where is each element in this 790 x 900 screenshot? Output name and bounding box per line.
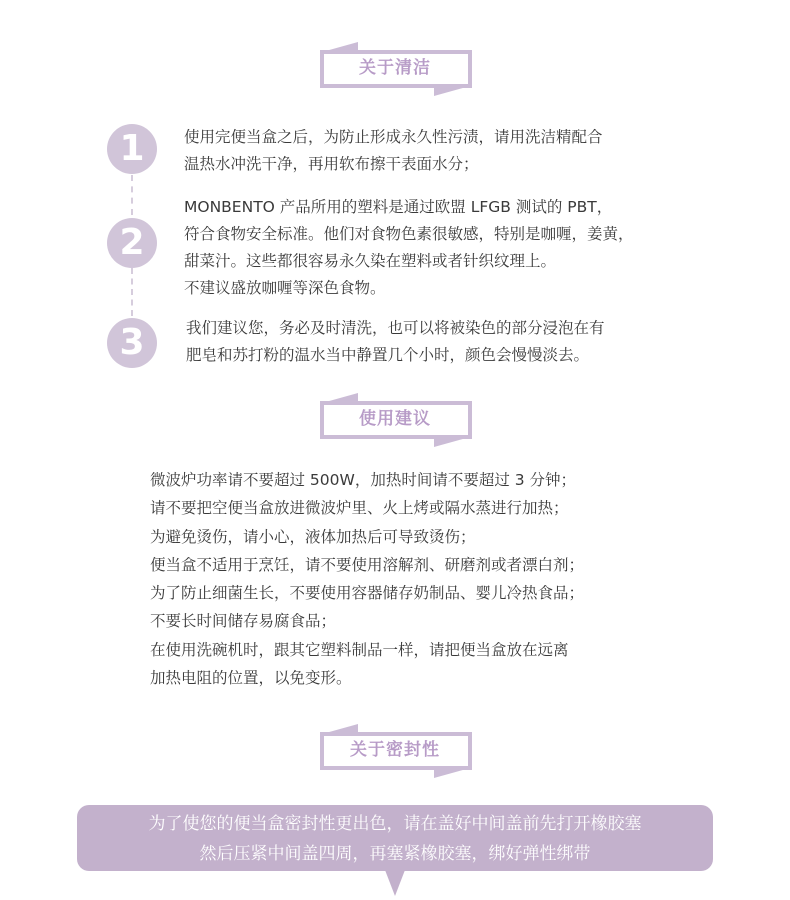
- list-item: 便当盒不适用于烹饪，请不要使用溶解剂、研磨剂或者漂白剂；: [150, 555, 585, 574]
- list-item: 为了防止细菌生长，不要使用容器储存奶制品、婴儿冷热食品；: [150, 584, 585, 603]
- sealing-note-line-2: 然后压紧中间盖四周，再塞紧橡胶塞，绑好弹性绑带: [199, 844, 591, 864]
- list-item: 加热电阻的位置，以免变形。: [150, 669, 352, 688]
- step-line: MONBENTO 产品所用的塑料是通过欧盟 LFGB 测试的 PBT，: [184, 198, 613, 216]
- usage-list: [150, 466, 584, 692]
- step-line: 甜菜汁。这些都很容易永久染在塑料或者针织纹理上。: [184, 252, 557, 270]
- list-item: 请不要把空便当盒放进微波炉里、火上烤或隔水蒸进行加热；: [150, 499, 569, 518]
- section-title-cleaning: 关于清洁: [359, 58, 431, 78]
- step-number-2: 2: [107, 218, 157, 268]
- step-text-2: [184, 194, 634, 302]
- sealing-note-callout: [77, 805, 713, 871]
- step-text-3: [186, 315, 605, 369]
- list-item: 在使用洗碗机时，跟其它塑料制品一样，请把便当盒放在远离: [150, 640, 569, 659]
- step-line: 肥皂和苏打粉的温水当中静置几个小时，颜色会慢慢淡去。: [186, 346, 590, 364]
- section-banner-sealing: [0, 720, 790, 782]
- list-item: 不要长时间储存易腐食品；: [150, 612, 337, 631]
- list-item: 微波炉功率请不要超过 500W，加热时间请不要超过 3 分钟；: [150, 471, 577, 489]
- step-line: 我们建议您，务必及时清洗，也可以将被染色的部分浸泡在有: [186, 319, 605, 337]
- step-line: 温热水冲洗干净，再用软布擦干表面水分；: [184, 155, 479, 173]
- step-number-1: 1: [107, 124, 157, 174]
- step-line: 符合食物安全标准。他们对食物色素很敏感，特别是咖喱，姜黄，: [184, 225, 634, 243]
- callout-pointer-icon: [385, 870, 405, 896]
- list-item: 为避免烫伤，请小心，液体加热后可导致烫伤；: [150, 527, 476, 546]
- timeline-connector: [131, 175, 133, 215]
- section-banner-usage: [0, 389, 790, 451]
- step-number-3: 3: [107, 318, 157, 368]
- section-title-usage: 使用建议: [359, 409, 431, 429]
- section-title-sealing: 关于密封性: [350, 740, 440, 760]
- step-line: 使用完便当盒之后，为防止形成永久性污渍，请用洗洁精配合: [184, 128, 603, 146]
- step-text-1: [184, 124, 603, 178]
- sealing-note-line-1: 为了使您的便当盒密封性更出色，请在盖好中间盖前先打开橡胶塞: [148, 814, 642, 834]
- section-banner-cleaning: [0, 38, 790, 100]
- step-line: 不建议盛放咖喱等深色食物。: [184, 279, 386, 297]
- timeline-connector: [131, 268, 133, 316]
